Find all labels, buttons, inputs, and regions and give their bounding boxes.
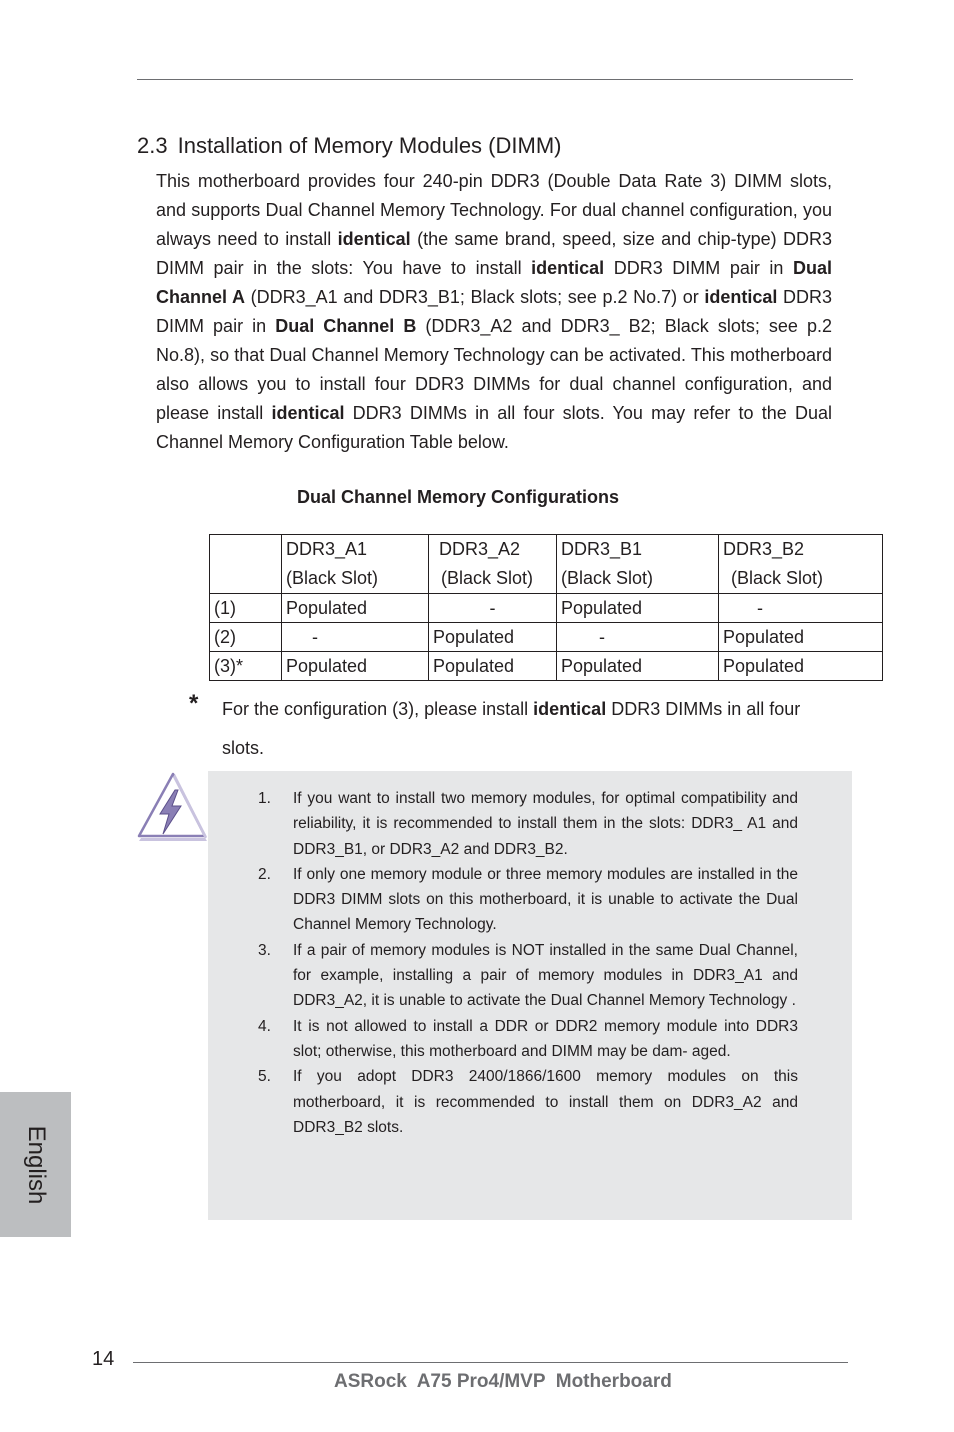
top-rule xyxy=(137,79,853,80)
intro-emphasis: Dual Channel A xyxy=(156,258,832,307)
note-item xyxy=(258,938,798,1014)
table-cell: - xyxy=(429,594,557,623)
table-cell: Populated xyxy=(429,652,557,681)
intro-text: (the same brand, speed, size and chip-type) DDR3 DIMM pair in the slots: You have to install xyxy=(156,229,832,278)
header-cell xyxy=(557,535,719,594)
bottom-rule xyxy=(133,1362,848,1363)
note-number: 5. xyxy=(258,1068,271,1086)
note-item xyxy=(258,786,798,862)
footnote-emphasis: identical xyxy=(533,699,607,719)
note-item xyxy=(258,1014,798,1065)
header-slot: DDR3_A1 xyxy=(286,539,368,559)
table-row xyxy=(210,594,883,623)
intro-emphasis: Dual Channel B xyxy=(275,316,417,336)
table-row xyxy=(210,623,883,652)
note-item xyxy=(258,1064,798,1140)
section-title: Installation of Memory Modules (DIMM) xyxy=(177,133,562,158)
table-row xyxy=(210,652,883,681)
table-header-row xyxy=(210,535,883,594)
note-text: If you adopt DDR3 2400/1866/1600 memory modules on this motherboard, it is recommended to install them on DDR3_A2 and DDR3_B2 slots. xyxy=(293,1068,798,1136)
language-side-tab xyxy=(0,1092,71,1237)
note-number: 4. xyxy=(258,1017,271,1035)
note-text: If a pair of memory modules is NOT installed in the same Dual Channel, for example, installing a pair of memory modules in DDR3_A1 and DDR3_A2, it is unable to activate the Dual Channel Memory Technology . xyxy=(293,941,798,1010)
intro-emphasis: identical xyxy=(337,229,411,249)
row-label: (2) xyxy=(210,623,282,652)
row-label: (1) xyxy=(210,594,282,623)
language-label: English xyxy=(22,1125,50,1204)
note-text: It is not allowed to install a DDR or DDR2 memory module into DDR3 slot; otherwise, this motherboard and DIMM may be dam- aged. xyxy=(293,1017,798,1060)
section-heading xyxy=(137,133,561,159)
table-cell: - xyxy=(557,623,719,652)
intro-emphasis: identical xyxy=(531,258,605,278)
table-cell: Populated xyxy=(282,652,429,681)
header-cell xyxy=(282,535,429,594)
memory-config-table xyxy=(209,534,883,681)
caution-notes-list xyxy=(258,786,798,1140)
table-cell: - xyxy=(719,594,883,623)
header-slot-color: (Black Slot) xyxy=(561,568,654,588)
page-number: 14 xyxy=(92,1348,115,1370)
note-text: If only one memory module or three memory modules are installed in the DDR3 DIMM slots on this motherboard, it is unable to activate the Dual Channel Memory Technology. xyxy=(293,865,798,934)
footnote-segment: For the configuration (3), please install xyxy=(222,699,534,719)
header-slot-color: (Black Slot) xyxy=(441,568,534,588)
intro-text: DDR3 DIMM pair in xyxy=(156,287,833,336)
header-slot: DDR3_B1 xyxy=(561,539,643,559)
intro-text: (DDR3_A1 and DDR3_B1; Black slots; see p.2 No.7) or xyxy=(244,287,705,307)
header-cell xyxy=(429,535,557,594)
warning-lightning-icon xyxy=(134,770,208,844)
table-cell: Populated xyxy=(557,594,719,623)
intro-emphasis: identical xyxy=(271,403,345,423)
intro-emphasis: identical xyxy=(704,287,778,307)
row-label: (3)* xyxy=(210,652,282,681)
intro-text: DDR3 DIMMs in all four slots. You may refer to the Dual Channel Memory Configuration Table below. xyxy=(156,403,832,452)
footnote-segment: DDR3 DIMMs in all four slots. xyxy=(222,699,801,758)
note-number: 2. xyxy=(258,865,271,883)
header-slot: DDR3_A2 xyxy=(439,539,521,559)
intro-text: (DDR3_A2 and DDR3_ B2; Black slots; see p.2 No.8), so that Dual Channel Memory Technology can be activated. This motherboard also allows you to install four DDR3 DIMMs for dual channel configuration, and please install xyxy=(156,316,833,423)
table-cell: Populated xyxy=(719,652,883,681)
table-title: Dual Channel Memory Configurations xyxy=(296,487,620,507)
intro-text: This motherboard provides four 240-pin DDR3 (Double Data Rate 3) DIMM slots, and supports Dual Channel Memory Technology. For dual channel configuration, you always need to install xyxy=(156,171,832,249)
table-cell: - xyxy=(282,623,429,652)
note-text: If you want to install two memory modules, for optimal compatibility and reliability, it is recommended to install them in the slots: DDR3_ A1 and DDR3_B1, or DDR3_A2 and DDR3_B2. xyxy=(293,790,798,858)
table-cell: Populated xyxy=(719,623,883,652)
header-slot: DDR3_B2 xyxy=(723,539,805,559)
footnote-asterisk: * xyxy=(189,690,199,717)
footer-title: ASRock A75 Pro4/MVP Motherboard xyxy=(334,1371,672,1392)
footnote-text xyxy=(222,690,846,768)
note-item xyxy=(258,862,798,938)
table-cell: Populated xyxy=(557,652,719,681)
intro-paragraph xyxy=(156,167,832,457)
note-number: 3. xyxy=(258,941,271,959)
header-cell xyxy=(719,535,883,594)
section-number: 2.3 xyxy=(137,133,168,158)
table-cell: Populated xyxy=(429,623,557,652)
note-number: 1. xyxy=(258,790,271,807)
table-corner-cell xyxy=(210,535,282,594)
header-slot-color: (Black Slot) xyxy=(731,568,824,588)
table-cell: Populated xyxy=(282,594,429,623)
header-slot-color: (Black Slot) xyxy=(286,568,379,588)
intro-text: DDR3 DIMM pair in xyxy=(604,258,793,278)
